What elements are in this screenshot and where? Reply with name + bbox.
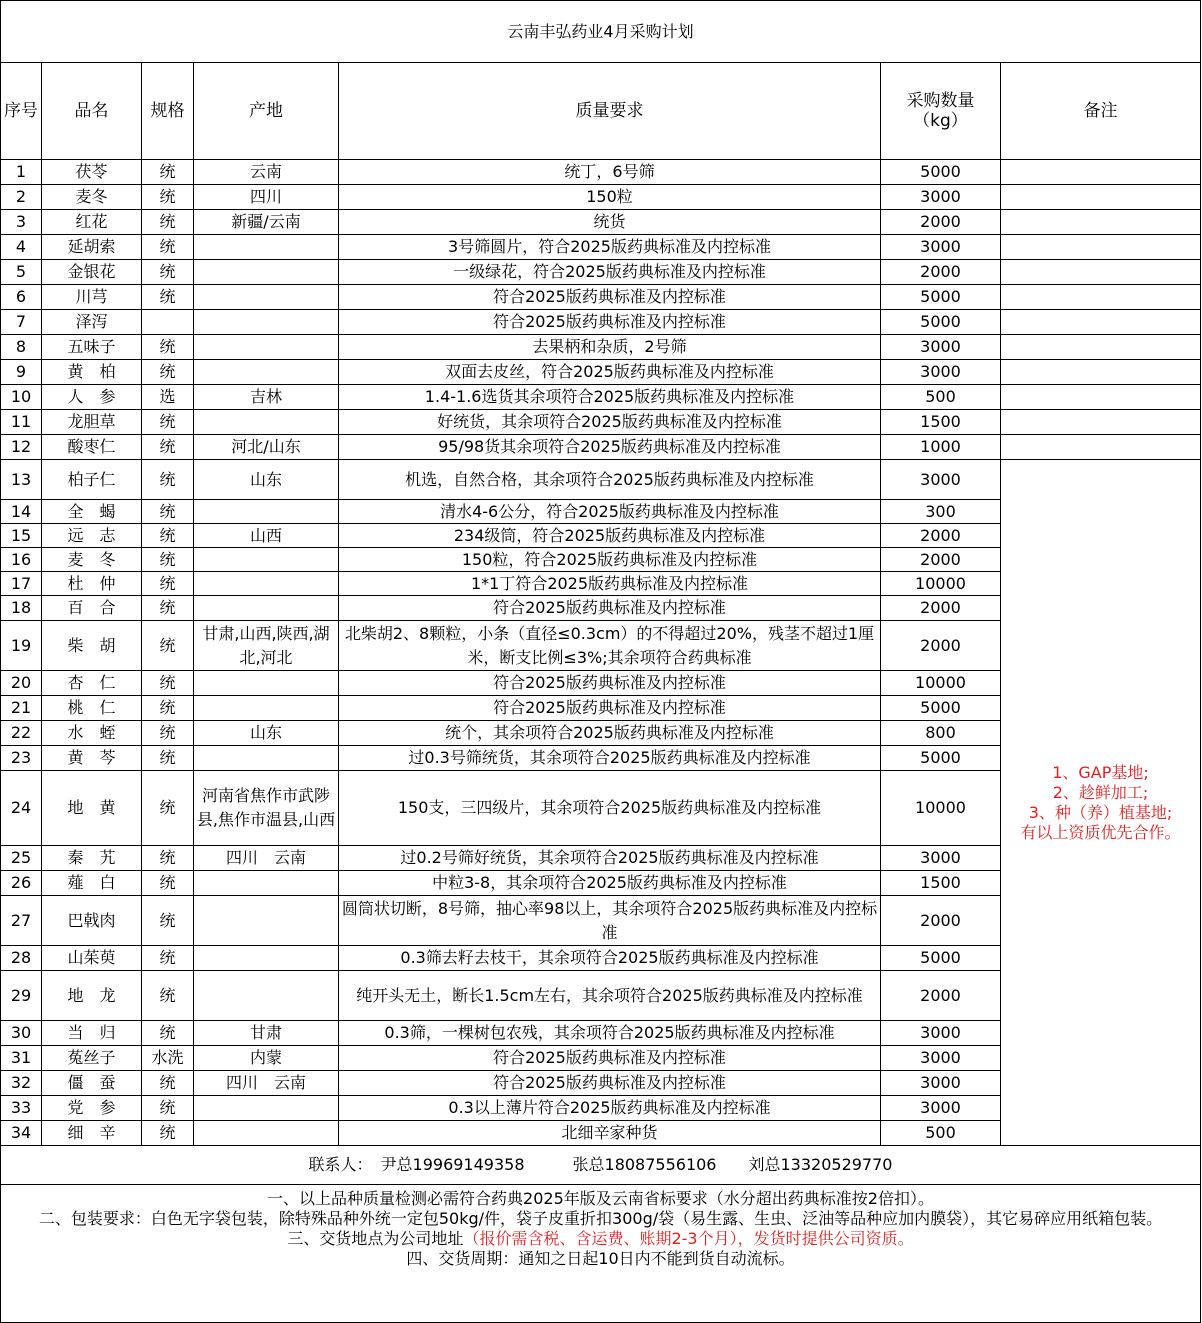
row-spec: 统 (142, 671, 194, 696)
row-remark (1001, 410, 1201, 435)
row-no: 3 (1, 210, 42, 235)
row-name: 山茱萸 (42, 946, 142, 971)
row-no: 1 (1, 160, 42, 185)
header-remark: 备注 (1001, 63, 1201, 160)
row-no: 31 (1, 1046, 42, 1071)
row-spec: 统 (142, 548, 194, 572)
row-no: 15 (1, 524, 42, 548)
table-row (1, 235, 1201, 260)
row-no: 22 (1, 721, 42, 746)
row-spec: 统 (142, 335, 194, 360)
row-qty: 2000 (881, 971, 1001, 1021)
row-origin (194, 671, 339, 696)
row-quality: 0.3筛去籽去枝干，其余项符合2025版药典标准及内控标准 (339, 946, 881, 971)
row-quality: 符合2025版药典标准及内控标准 (339, 285, 881, 310)
row-no: 13 (1, 460, 42, 500)
row-origin (194, 746, 339, 771)
row-qty: 2000 (881, 524, 1001, 548)
header-name: 品名 (42, 63, 142, 160)
row-quality: 3号筛圆片，符合2025版药典标准及内控标准 (339, 235, 881, 260)
row-name: 菟丝子 (42, 1046, 142, 1071)
row-remark (1001, 235, 1201, 260)
row-qty: 5000 (881, 160, 1001, 185)
row-no: 20 (1, 671, 42, 696)
row-no: 34 (1, 1121, 42, 1146)
table-row (1, 185, 1201, 210)
remark-line: 3、种（养）植基地; (1028, 802, 1173, 822)
note-3-red: （报价需含税、含运费、账期2-3个月），发货时提供公司资质。 (463, 1229, 914, 1248)
header-no: 序号 (1, 63, 42, 160)
row-origin (194, 572, 339, 596)
row-quality: 纯开头无土，断长1.5cm左右，其余项符合2025版药典标准及内控标准 (339, 971, 881, 1021)
row-qty: 5000 (881, 746, 1001, 771)
row-origin (194, 696, 339, 721)
row-no: 26 (1, 871, 42, 896)
row-name: 黄 芩 (42, 746, 142, 771)
header-qty: 采购数量（kg） (881, 63, 1001, 160)
table-row (1, 385, 1201, 410)
row-origin (194, 500, 339, 524)
table-row (1, 210, 1201, 235)
row-origin (194, 946, 339, 971)
row-no: 12 (1, 435, 42, 460)
row-origin (194, 335, 339, 360)
note-3-prefix: 三、交货地点为公司地址 (287, 1229, 464, 1248)
row-name: 金银花 (42, 260, 142, 285)
row-name: 党 参 (42, 1096, 142, 1121)
row-spec: 统 (142, 285, 194, 310)
row-spec: 水洗 (142, 1046, 194, 1071)
row-remark (1001, 210, 1201, 235)
row-origin (194, 1121, 339, 1146)
row-name: 酸枣仁 (42, 435, 142, 460)
row-qty: 10000 (881, 671, 1001, 696)
header-spec: 规格 (142, 63, 194, 160)
row-no: 4 (1, 235, 42, 260)
row-origin (194, 235, 339, 260)
row-quality: 过0.2号筛好统货，其余项符合2025版药典标准及内控标准 (339, 846, 881, 871)
row-origin (194, 871, 339, 896)
row-qty: 5000 (881, 285, 1001, 310)
row-qty: 10000 (881, 771, 1001, 846)
row-quality: 统丁，6号筛 (339, 160, 881, 185)
row-qty: 2000 (881, 621, 1001, 671)
row-quality: 234级筒，符合2025版药典标准及内控标准 (339, 524, 881, 548)
note-1: 一、以上品种质量检测必需符合药典2025年版及云南省标要求（水分超出药典标准按2倍扣）。 (267, 1189, 934, 1208)
row-spec: 统 (142, 210, 194, 235)
row-origin: 河北/山东 (194, 435, 339, 460)
row-quality: 好统货，其余项符合2025版药典标准及内控标准 (339, 410, 881, 435)
row-name: 川芎 (42, 285, 142, 310)
header-row (1, 63, 1201, 160)
row-name: 僵 蚕 (42, 1071, 142, 1096)
row-no: 18 (1, 596, 42, 621)
row-quality: 符合2025版药典标准及内控标准 (339, 596, 881, 621)
table-row (1, 460, 1201, 500)
table-row (1, 435, 1201, 460)
row-spec: 统 (142, 524, 194, 548)
row-no: 14 (1, 500, 42, 524)
row-name: 柴 胡 (42, 621, 142, 671)
row-spec: 统 (142, 896, 194, 946)
row-qty: 2000 (881, 548, 1001, 572)
row-no: 19 (1, 621, 42, 671)
header-origin: 产地 (194, 63, 339, 160)
row-quality: 符合2025版药典标准及内控标准 (339, 1071, 881, 1096)
row-spec: 统 (142, 746, 194, 771)
row-quality: 机选，自然合格，其余项符合2025版药典标准及内控标准 (339, 460, 881, 500)
row-remark (1001, 185, 1201, 210)
row-origin: 新疆/云南 (194, 210, 339, 235)
row-origin (194, 360, 339, 385)
row-qty: 3000 (881, 360, 1001, 385)
row-name: 五味子 (42, 335, 142, 360)
row-quality: 清水4-6公分，符合2025版药典标准及内控标准 (339, 500, 881, 524)
note-4: 四、交货周期：通知之日起10日内不能到货自动流标。 (406, 1249, 795, 1268)
row-origin: 四川 云南 (194, 846, 339, 871)
row-origin (194, 548, 339, 572)
row-spec: 统 (142, 460, 194, 500)
row-remark (1001, 360, 1201, 385)
row-quality: 1.4-1.6选货其余项符合2025版药典标准及内控标准 (339, 385, 881, 410)
row-spec: 选 (142, 385, 194, 410)
table-row (1, 310, 1201, 335)
row-remark (1001, 435, 1201, 460)
row-qty: 300 (881, 500, 1001, 524)
row-qty: 2000 (881, 260, 1001, 285)
row-no: 21 (1, 696, 42, 721)
row-spec: 统 (142, 185, 194, 210)
row-no: 29 (1, 971, 42, 1021)
row-origin: 吉林 (194, 385, 339, 410)
row-spec: 统 (142, 572, 194, 596)
row-spec: 统 (142, 1071, 194, 1096)
row-name: 水 蛭 (42, 721, 142, 746)
row-qty: 1500 (881, 410, 1001, 435)
remark-line: 2、趁鲜加工; (1052, 782, 1149, 802)
row-origin: 云南 (194, 160, 339, 185)
row-spec: 统 (142, 721, 194, 746)
row-origin: 甘肃,山西,陕西,湖北,河北 (194, 621, 339, 671)
row-name: 百 合 (42, 596, 142, 621)
row-spec: 统 (142, 235, 194, 260)
row-name: 秦 艽 (42, 846, 142, 871)
row-name: 杏 仁 (42, 671, 142, 696)
row-origin: 山西 (194, 524, 339, 548)
row-remark (1001, 260, 1201, 285)
row-spec: 统 (142, 596, 194, 621)
row-qty: 3000 (881, 1021, 1001, 1046)
row-quality: 符合2025版药典标准及内控标准 (339, 310, 881, 335)
row-qty: 3000 (881, 185, 1001, 210)
row-quality: 一级绿花，符合2025版药典标准及内控标准 (339, 260, 881, 285)
row-spec: 统 (142, 946, 194, 971)
table-row (1, 410, 1201, 435)
row-qty: 3000 (881, 846, 1001, 871)
sheet-title: 云南丰弘药业4月采购计划 (1, 1, 1201, 63)
row-spec: 统 (142, 410, 194, 435)
row-no: 17 (1, 572, 42, 596)
row-qty: 3000 (881, 460, 1001, 500)
row-spec: 统 (142, 360, 194, 385)
remark-block (1001, 460, 1201, 1146)
note-2: 二、包装要求：白色无字袋包装，除特殊品种外统一定包50kg/件，袋子皮重折扣300g/袋（易生露、生虫、泛油等品种应加内膜袋），其它易碎应用纸箱包装。 (38, 1209, 1163, 1228)
row-origin (194, 596, 339, 621)
row-qty: 2000 (881, 596, 1001, 621)
row-origin: 内蒙 (194, 1046, 339, 1071)
row-origin: 四川 (194, 185, 339, 210)
row-no: 28 (1, 946, 42, 971)
row-origin (194, 310, 339, 335)
row-origin: 河南省焦作市武陟县,焦作市温县,山西 (194, 771, 339, 846)
row-qty: 3000 (881, 235, 1001, 260)
row-no: 8 (1, 335, 42, 360)
row-no: 16 (1, 548, 42, 572)
remark-line: 有以上资质优先合作。 (1020, 822, 1181, 842)
row-origin (194, 285, 339, 310)
row-remark (1001, 335, 1201, 360)
row-name: 薤 白 (42, 871, 142, 896)
row-qty: 5000 (881, 946, 1001, 971)
row-spec: 统 (142, 971, 194, 1021)
row-name: 当 归 (42, 1021, 142, 1046)
row-remark (1001, 285, 1201, 310)
row-name: 远 志 (42, 524, 142, 548)
row-quality: 过0.3号筛统货，其余项符合2025版药典标准及内控标准 (339, 746, 881, 771)
row-quality: 符合2025版药典标准及内控标准 (339, 1046, 881, 1071)
row-spec: 统 (142, 260, 194, 285)
row-spec: 统 (142, 871, 194, 896)
row-name: 麦 冬 (42, 548, 142, 572)
row-spec: 统 (142, 160, 194, 185)
row-qty: 3000 (881, 335, 1001, 360)
row-name: 地 黄 (42, 771, 142, 846)
row-name: 茯苓 (42, 160, 142, 185)
contacts-line: 联系人： 尹总19969149358 张总18087556106 刘总13320529770 (1, 1146, 1201, 1185)
row-origin: 甘肃 (194, 1021, 339, 1046)
row-no: 11 (1, 410, 42, 435)
row-name: 细 辛 (42, 1121, 142, 1146)
row-qty: 10000 (881, 572, 1001, 596)
table-row (1, 360, 1201, 385)
table-row (1, 285, 1201, 310)
row-origin: 山东 (194, 460, 339, 500)
row-quality: 95/98货其余项符合2025版药典标准及内控标准 (339, 435, 881, 460)
row-qty: 500 (881, 385, 1001, 410)
row-origin (194, 260, 339, 285)
row-remark (1001, 160, 1201, 185)
row-quality: 双面去皮丝，符合2025版药典标准及内控标准 (339, 360, 881, 385)
row-no: 30 (1, 1021, 42, 1046)
row-name: 龙胆草 (42, 410, 142, 435)
row-spec: 统 (142, 621, 194, 671)
row-name: 人 参 (42, 385, 142, 410)
row-quality: 符合2025版药典标准及内控标准 (339, 671, 881, 696)
table-row (1, 335, 1201, 360)
row-quality: 1*1丁符合2025版药典标准及内控标准 (339, 572, 881, 596)
row-quality: 北细辛家种货 (339, 1121, 881, 1146)
row-quality: 统货 (339, 210, 881, 235)
row-spec: 统 (142, 771, 194, 846)
table-row (1, 160, 1201, 185)
row-origin: 四川 云南 (194, 1071, 339, 1096)
row-name: 全 蝎 (42, 500, 142, 524)
row-qty: 2000 (881, 896, 1001, 946)
row-qty: 500 (881, 1121, 1001, 1146)
row-name: 麦冬 (42, 185, 142, 210)
row-qty: 1500 (881, 871, 1001, 896)
row-spec: 统 (142, 1121, 194, 1146)
row-quality: 0.3筛，一棵树包农残，其余项符合2025版药典标准及内控标准 (339, 1021, 881, 1046)
notes-block (1, 1185, 1201, 1323)
row-no: 33 (1, 1096, 42, 1121)
row-name: 杜 仲 (42, 572, 142, 596)
row-no: 25 (1, 846, 42, 871)
row-name: 延胡索 (42, 235, 142, 260)
row-qty: 3000 (881, 1096, 1001, 1121)
row-quality: 圆筒状切断，8号筛，抽心率98以上，其余项符合2025版药典标准及内控标准 (339, 896, 881, 946)
row-name: 泽泻 (42, 310, 142, 335)
remark-line: 1、GAP基地; (1052, 762, 1149, 782)
row-spec: 统 (142, 500, 194, 524)
row-origin (194, 971, 339, 1021)
row-quality: 中粒3-8，其余项符合2025版药典标准及内控标准 (339, 871, 881, 896)
note-3 (3, 1229, 1198, 1249)
row-qty: 800 (881, 721, 1001, 746)
row-spec: 统 (142, 1021, 194, 1046)
row-quality: 符合2025版药典标准及内控标准 (339, 696, 881, 721)
row-no: 27 (1, 896, 42, 946)
row-spec: 统 (142, 846, 194, 871)
row-spec: 统 (142, 696, 194, 721)
row-qty: 1000 (881, 435, 1001, 460)
row-name: 地 龙 (42, 971, 142, 1021)
row-origin: 山东 (194, 721, 339, 746)
row-no: 2 (1, 185, 42, 210)
row-qty: 3000 (881, 1071, 1001, 1096)
row-quality: 150支，三四级片，其余项符合2025版药典标准及内控标准 (339, 771, 881, 846)
row-name: 桃 仁 (42, 696, 142, 721)
row-name: 红花 (42, 210, 142, 235)
row-qty: 5000 (881, 310, 1001, 335)
row-qty: 5000 (881, 696, 1001, 721)
row-no: 10 (1, 385, 42, 410)
row-quality: 0.3以上薄片符合2025版药典标准及内控标准 (339, 1096, 881, 1121)
row-no: 32 (1, 1071, 42, 1096)
row-no: 7 (1, 310, 42, 335)
row-no: 5 (1, 260, 42, 285)
row-qty: 2000 (881, 210, 1001, 235)
row-name: 黄 柏 (42, 360, 142, 385)
row-no: 23 (1, 746, 42, 771)
row-quality: 统个，其余项符合2025版药典标准及内控标准 (339, 721, 881, 746)
row-origin (194, 1096, 339, 1121)
row-name: 柏子仁 (42, 460, 142, 500)
row-spec (142, 310, 194, 335)
row-name: 巴戟肉 (42, 896, 142, 946)
row-quality: 150粒 (339, 185, 881, 210)
header-quality: 质量要求 (339, 63, 881, 160)
row-origin (194, 410, 339, 435)
row-spec: 统 (142, 1096, 194, 1121)
row-quality: 150粒，符合2025版药典标准及内控标准 (339, 548, 881, 572)
row-no: 9 (1, 360, 42, 385)
row-spec: 统 (142, 435, 194, 460)
row-remark (1001, 310, 1201, 335)
row-no: 6 (1, 285, 42, 310)
row-remark (1001, 385, 1201, 410)
row-qty: 3000 (881, 1046, 1001, 1071)
row-no: 24 (1, 771, 42, 846)
row-quality: 去果柄和杂质，2号筛 (339, 335, 881, 360)
row-origin (194, 896, 339, 946)
table-row (1, 260, 1201, 285)
row-quality: 北柴胡2、8颗粒，小条（直径≤0.3cm）的不得超过20%，残茎不超过1厘米，断支比例≤3%;其余项符合药典标准 (339, 621, 881, 671)
